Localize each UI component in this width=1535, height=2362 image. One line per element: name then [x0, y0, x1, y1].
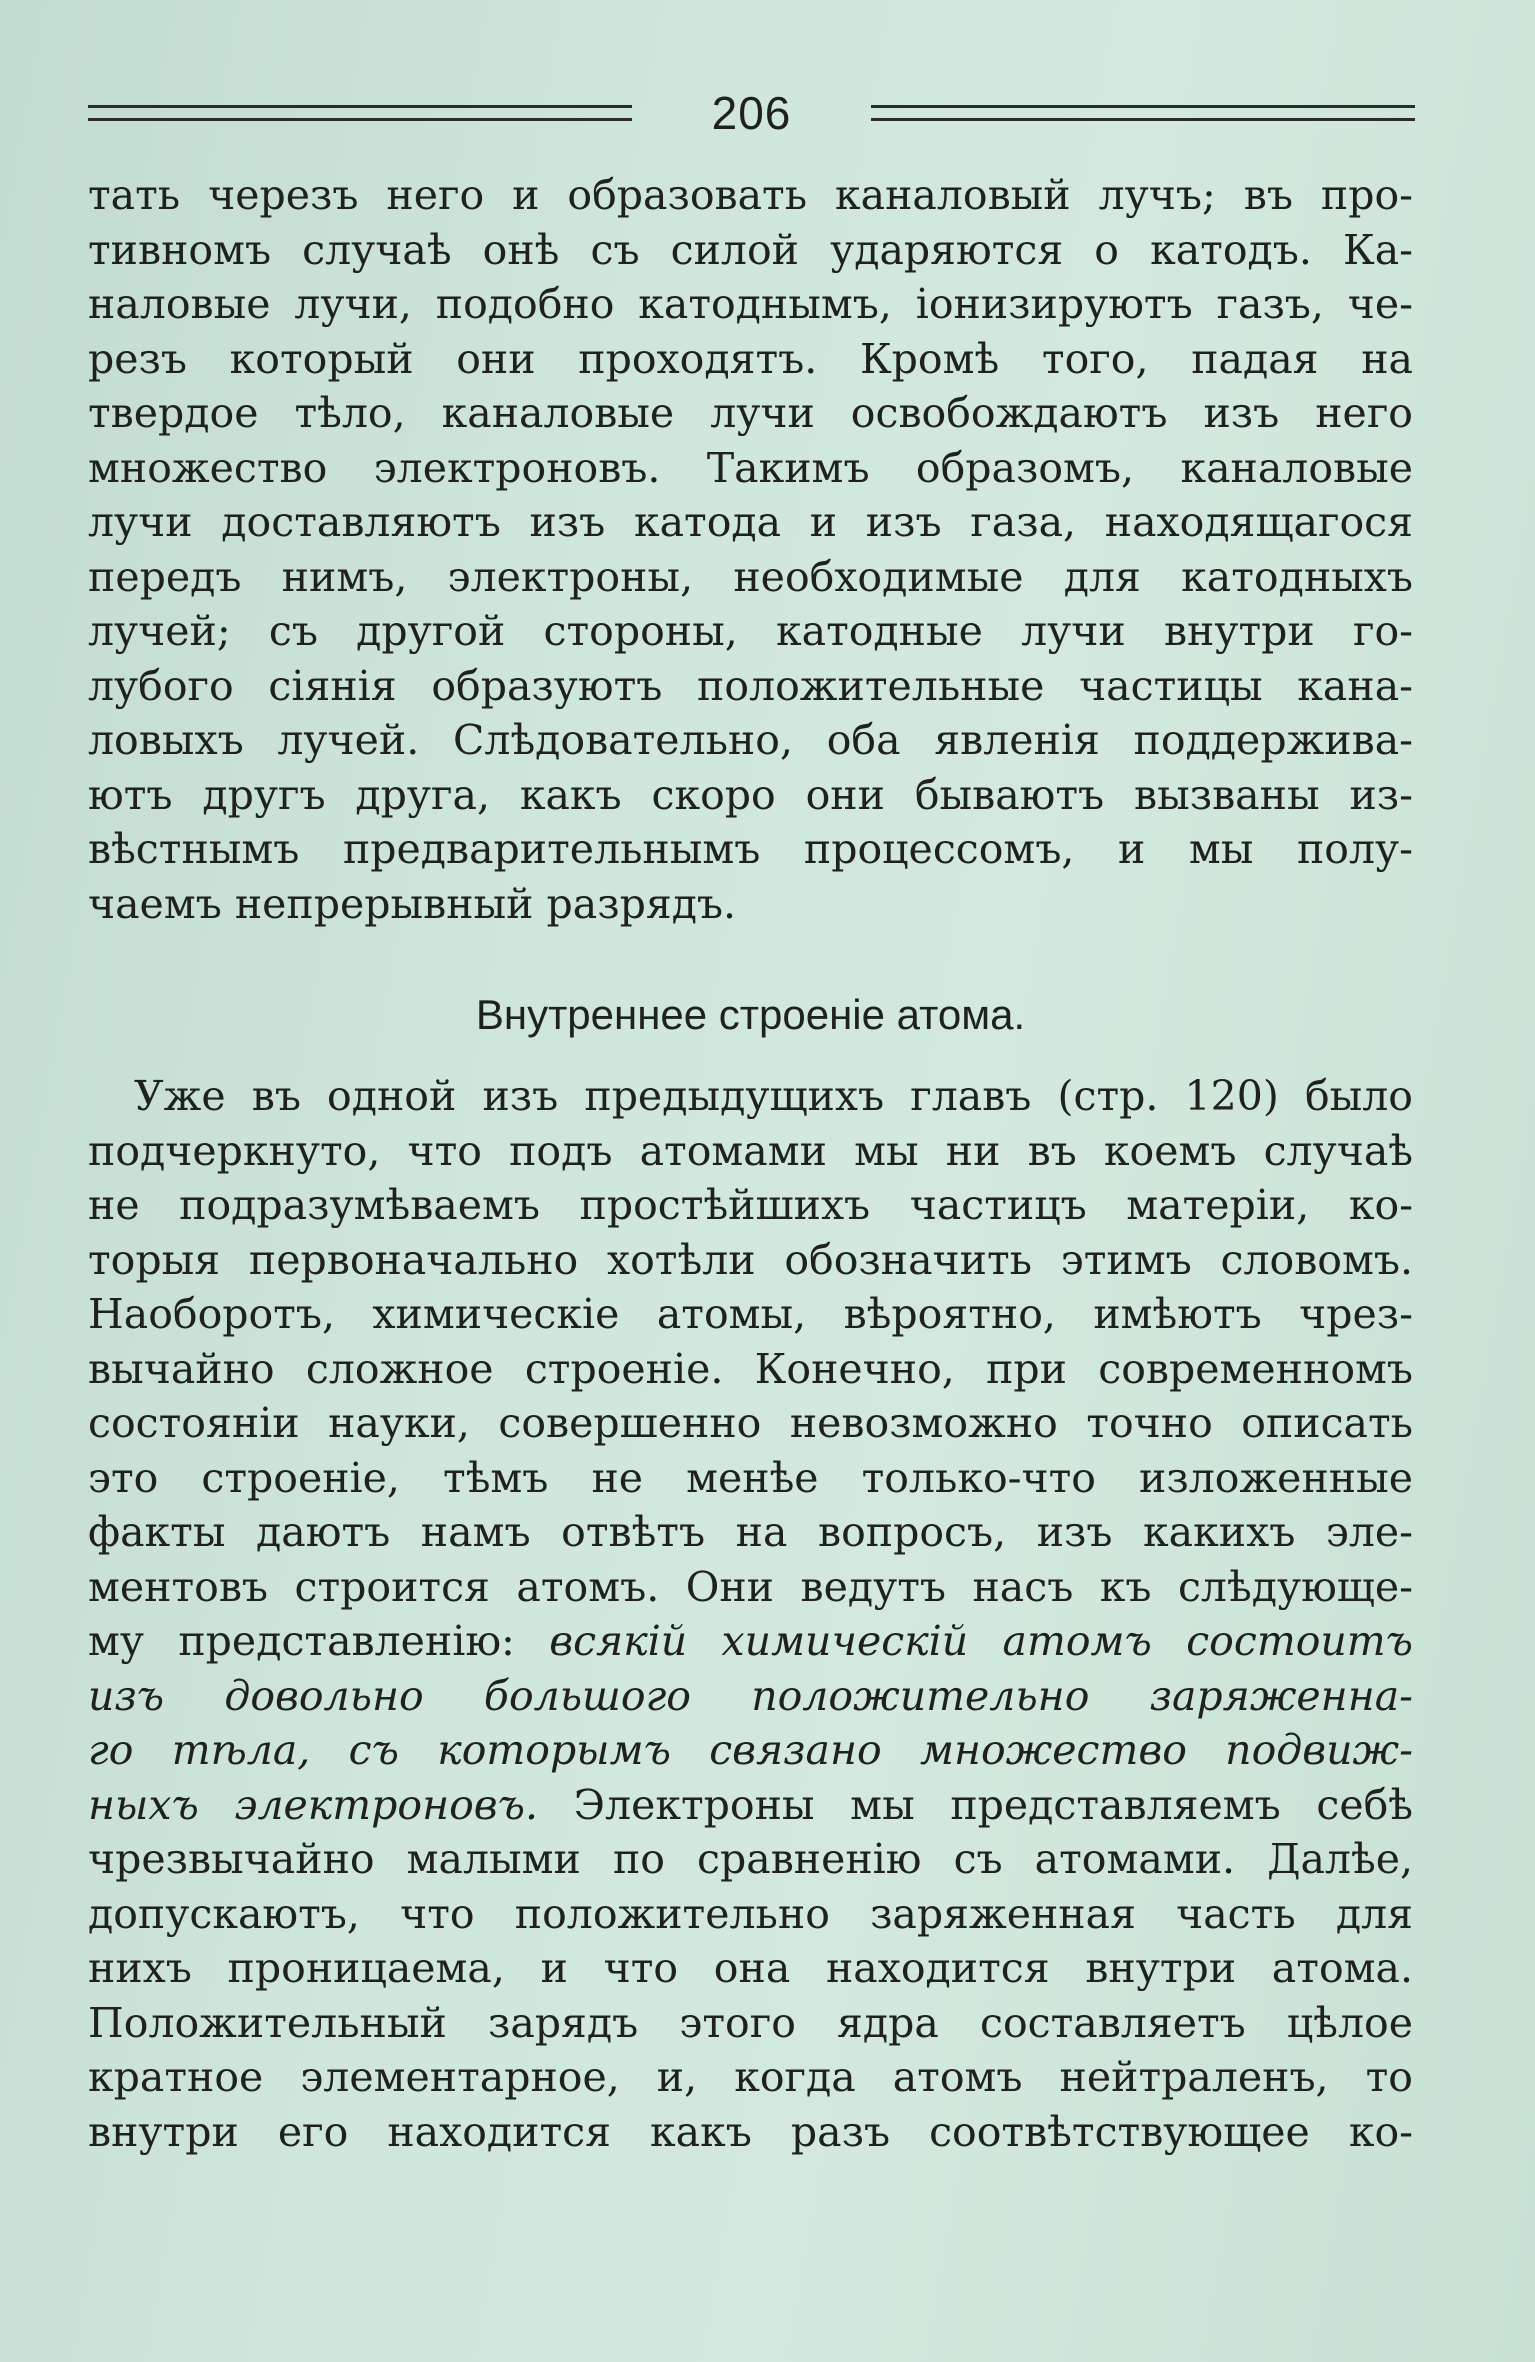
section-heading: Внутреннее строеніе атома.: [475, 991, 1026, 1038]
text-segment: Электроны мы представляемъ себѣ: [538, 1780, 1413, 1829]
emphasis-text: ныхъ электроновъ.: [88, 1780, 539, 1829]
text-line: вѣстнымъ предварительнымъ процессомъ, и мы полу-: [88, 825, 1413, 873]
text-line: не подразумѣваемъ простѣйшихъ частицъ матеріи, ко-: [88, 1181, 1413, 1229]
text-segment: му представленію:: [88, 1617, 550, 1665]
emphasis-line: го тѣла, съ которымъ связано множество подвиж-: [88, 1726, 1413, 1774]
paragraph-2: [88, 1069, 1413, 2159]
text-line: вычайно сложное строеніе. Конечно, при современномъ: [88, 1344, 1413, 1393]
text-line: Положительный зарядъ этого ядра составляетъ цѣлое: [88, 1998, 1413, 2047]
text-line: кратное элементарное, и, когда атомъ нейтраленъ, то: [88, 2053, 1413, 2101]
text-line: внутри его находится какъ разъ соотвѣтствующее ко-: [88, 2107, 1413, 2156]
text-line: это строеніе, тѣмъ не менѣе только-что изложенные: [88, 1453, 1413, 1502]
text-line: ментовъ строится атомъ. Они ведутъ насъ къ слѣдующе-: [88, 1562, 1413, 1611]
text-line: тать черезъ него и образовать каналовый лучъ; въ про-: [88, 171, 1413, 219]
text-line: лучей; съ другой стороны, катодные лучи внутри го-: [88, 607, 1413, 655]
header-rule-right: [871, 105, 1415, 121]
body-text: [88, 168, 1413, 2159]
text-line: резъ который они проходятъ. Кромѣ того, падая на: [88, 334, 1413, 383]
text-line-mixed: [88, 1614, 1413, 1669]
text-line: лучи доставляютъ изъ катода и изъ газа, находящагося: [88, 498, 1413, 546]
text-line: подчеркнуто, что подъ атомами мы ни въ коемъ случаѣ: [88, 1126, 1413, 1175]
text-line: Наоборотъ, химическіе атомы, вѣроятно, имѣютъ чрез-: [88, 1290, 1413, 1338]
text-line: торыя первоначально хотѣли обозначить этимъ словомъ.: [88, 1235, 1413, 1284]
text-line: тивномъ случаѣ онѣ съ силой ударяются о катодъ. Ка-: [88, 225, 1413, 274]
text-line: наловые лучи, подобно катоднымъ, іонизируютъ газъ, че-: [88, 280, 1413, 328]
text-line: допускаютъ, что положительно заряженная часть для: [88, 1889, 1413, 1938]
emphasis-line: изъ довольно большого положительно заряженна-: [88, 1671, 1413, 1720]
text-line: чрезвычайно малыми по сравненію съ атомами. Далѣе,: [88, 1835, 1413, 1883]
text-line: твердое тѣло, каналовые лучи освобождаютъ изъ него: [88, 389, 1413, 437]
text-line: лубого сіянія образуютъ положительные частицы кана-: [88, 661, 1413, 710]
text-line: чаемъ непрерывный разрядъ.: [88, 879, 737, 928]
page-number: 206: [711, 87, 792, 139]
text-line: множество электроновъ. Такимъ образомъ, каналовые: [88, 443, 1413, 492]
header-rule-left: [88, 105, 632, 121]
text-line-mixed: [88, 1778, 1413, 1833]
paragraph-1: [88, 168, 1413, 931]
text-line: передъ нимъ, электроны, необходимые для катодныхъ: [88, 552, 1413, 601]
text-line: ловыхъ лучей. Слѣдовательно, оба явленія поддержива-: [88, 716, 1413, 764]
emphasis-text: всякій химическій атомъ состоитъ: [549, 1617, 1413, 1665]
text-line: факты даютъ намъ отвѣтъ на вопросъ, изъ какихъ эле-: [88, 1508, 1413, 1556]
text-line: нихъ проницаема, и что она находится внутри атома.: [88, 1944, 1413, 1992]
text-line: Уже въ одной изъ предыдущихъ главъ (стр. 120) было: [134, 1072, 1413, 1120]
page-header: [88, 78, 1415, 148]
text-line: ютъ другъ друга, какъ скоро они бываютъ вызваны из-: [88, 770, 1413, 819]
text-line: состояніи науки, совершенно невозможно точно описать: [88, 1399, 1413, 1447]
